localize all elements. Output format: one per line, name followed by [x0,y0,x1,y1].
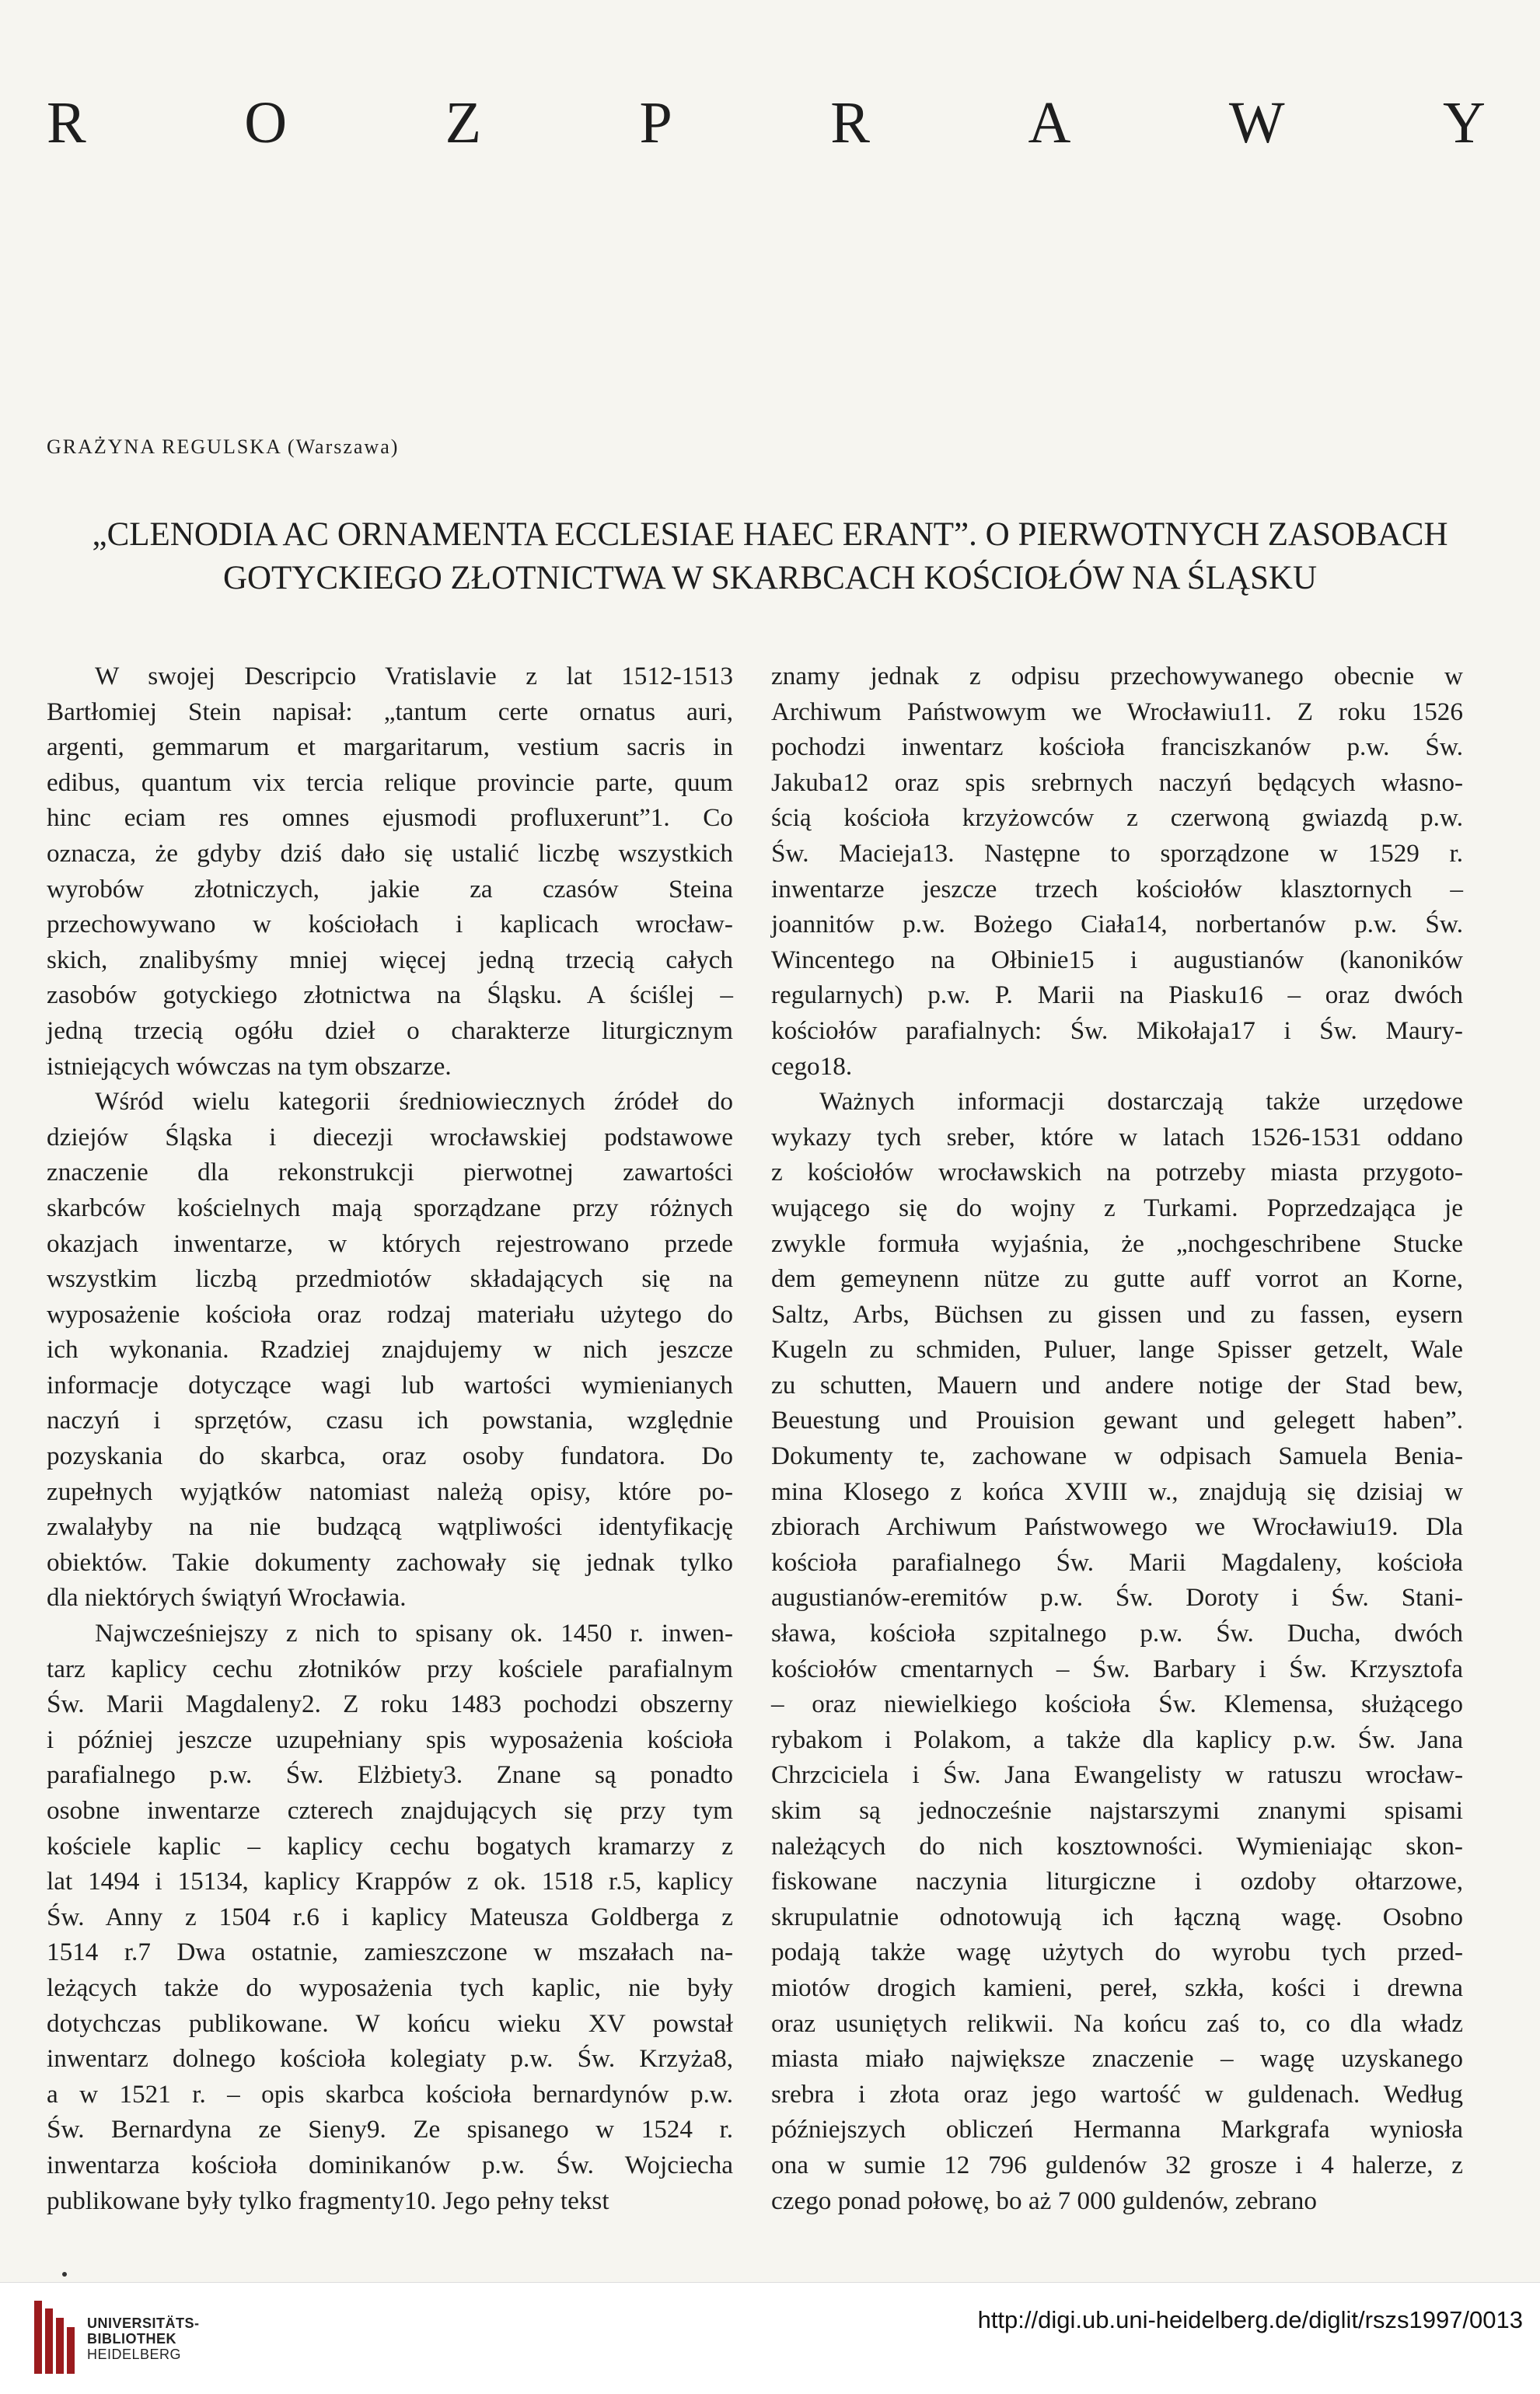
section-title-letter: A [1028,90,1071,156]
text-line: leżących także do wyposażenia tych kaplic, nie były [47,1973,733,2002]
text-line: inwentarza kościoła dominikanów p.w. Św. Wojciecha [47,2150,733,2179]
text-line: edibus, quantum vix tercia relique provincie parte, quum [47,767,733,797]
text-line: parafialnego p.w. Św. Elżbiety3. Znane są ponadto [47,1760,733,1790]
page-mark [62,2272,67,2277]
text-line: hinc eciam res omnes ejusmodi profluxerunt”1. Co [47,803,733,833]
text-line: zasobów gotyckiego złotnictwa na Śląsku. A ściślej – [47,980,733,1010]
text-line: regularnych) p.w. P. Marii na Piasku16 – oraz dwóch [771,980,1463,1010]
library-name [87,2315,200,2362]
text-line: pochodzi inwentarz kościoła franciszkanów p.w. Św. [771,732,1463,762]
text-line: znaczenie dla rekonstrukcji pierwotnej zawartości [47,1158,733,1187]
text-line: naczyń i sprzętów, czasu ich powstania, względnie [47,1406,733,1435]
library-name-line: UNIVERSITÄTS- [87,2315,200,2331]
text-line: sława, kościoła szpitalnego p.w. Św. Ducha, dwóch [771,1619,1463,1648]
text-line: kościołów parafialnych: Św. Mikołaja17 i Św. Maury- [771,1015,1463,1045]
text-line: mina Klosego z końca XVIII w., znajdują się dzisiaj w [771,1477,1463,1506]
text-line: publikowane były tylko fragmenty10. Jego pełny tekst [47,2186,609,2215]
text-line: pozyskania do skarbca, oraz osoby fundatora. Do [47,1442,733,1471]
text-line: zwykle formuła wyjaśnia, że „nochgeschribene Stucke [771,1228,1463,1258]
section-title-letter: R [47,90,86,156]
text-line: obiektów. Takie dokumenty zachowały się jednak tylko [47,1547,733,1577]
text-line: Ważnych informacji dostarczają także urzędowe [819,1087,1463,1117]
text-line: ich wykonania. Rzadziej znajdujemy w nich jeszcze [47,1335,733,1365]
text-line: Św. Anny z 1504 r.6 i kaplicy Mateusza Goldberga z [47,1902,733,1931]
text-line: Chrzciciela i Św. Jana Ewangelisty w ratuszu wrocław- [771,1760,1463,1790]
text-line: zwalałyby na nie budzącą wątpliwości identyfikację [47,1512,733,1542]
article-title-line: GOTYCKIEGO ZŁOTNICTWA W SKARBCACH KOŚCIOŁÓW NA ŚLĄSKU [222,560,1318,596]
text-line: oraz usuniętych relikwii. Na końcu zaś to, co dla władz [771,2008,1463,2038]
text-line: wykazy tych sreber, które w latach 1526-1531 oddano [771,1122,1463,1152]
text-line: Wśród wielu kategorii średniowiecznych źródeł do [95,1087,733,1117]
text-line: podają także wagę użytych do wyrobu tych przed- [771,1938,1463,1967]
text-line: Dokumenty te, zachowane w odpisach Samuela Benia- [771,1442,1463,1471]
text-line: wującego się do wojny z Turkami. Poprzedzająca je [771,1193,1463,1222]
text-line: miasta miało największe znaczenie – wagę uzyskanego [771,2044,1463,2074]
text-line: Bartłomiej Stein napisał: „tantum certe ornatus auri, [47,697,733,726]
text-line: kościołów cmentarnych – Św. Barbary i Św. Krzysztofa [771,1654,1463,1683]
text-line: osobne inwentarze czterech znajdujących się przy tym [47,1796,733,1825]
text-line: Jakuba12 oraz spis srebrnych naczyń będących własno- [771,767,1463,797]
text-line: Archiwum Państwowym we Wrocławiu11. Z roku 1526 [771,697,1463,726]
text-line: późniejszych obliczeń Hermanna Markgrafa wyniosła [771,2115,1463,2144]
text-line: zbiorach Archiwum Państwowego we Wrocławiu19. Dla [771,1512,1463,1542]
section-title-letter: Z [445,90,481,156]
text-line: inwentarz dolnego kościoła kolegiaty p.w. Św. Krzyża8, [47,2044,733,2074]
text-line: dotychczas publikowane. W końcu wieku XV powstał [47,2008,733,2038]
text-line: zupełnych wyjątków natomiast należą opisy, które po- [47,1477,733,1506]
text-line: skrupulatnie odnotowują ich łączną wagę. Osobno [771,1902,1463,1931]
text-line: wyrobów złotniczych, jakie za czasów Steina [47,874,733,903]
text-line: należących do nich kosztowności. Wymieniając skon- [771,1831,1463,1861]
library-name-line: HEIDELBERG [87,2347,182,2362]
left-text-column [47,659,733,2218]
text-line: lat 1494 i 15134, kaplicy Krappów z ok. 1518 r.5, kaplicy [47,1867,733,1896]
text-line: przechowywano w kościołach i kaplicach wrocław- [47,910,733,939]
text-line: istniejących wówczas na tym obszarze. [47,1051,452,1081]
text-line: joannitów p.w. Bożego Ciała14, norbertanów p.w. Św. [771,910,1463,939]
right-text-column [771,659,1463,2218]
library-name-line: BIBLIOTHEK [87,2331,176,2347]
section-title-letter: Y [1443,90,1486,156]
text-line: Kugeln zu schmiden, Puluer, lange Spisser getzelt, Wale [771,1335,1463,1365]
text-line: wyposażenie kościoła oraz rodzaj materiału użytego do [47,1299,733,1329]
text-line: skarbców kościelnych mają sporządzane przy różnych [47,1193,733,1222]
text-line: i później jeszcze uzupełniany spis wyposażenia kościoła [47,1725,733,1754]
text-line: dem gemeynenn nütze zu gutte auff vorrot an Korne, [771,1264,1463,1294]
text-line: 1514 r.7 Dwa ostatnie, zamieszczone w mszałach na- [47,1938,733,1967]
text-line: ścią kościoła krzyżowców z czerwoną gwiazdą p.w. [771,803,1463,833]
text-line: dziejów Śląska i diecezji wrocławskiej podstawowe [47,1122,733,1152]
source-url[interactable]: http://digi.ub.uni-heidelberg.de/diglit/rszs1997/0013 [977,2306,1523,2333]
section-title-letter: O [244,90,288,156]
text-line: tarz kaplicy cechu złotników przy kościele parafialnym [47,1654,733,1683]
text-line: rybakom i Polakom, a także dla kaplicy p.w. Św. Jana [771,1725,1463,1754]
text-line: z kościołów wrocławskich na potrzeby miasta przygoto- [771,1158,1463,1187]
text-line: skich, znalibyśmy mniej więcej jedną trzecią całych [47,945,733,974]
text-line: Św. Macieja13. Następne to sporządzone w 1529 r. [771,838,1463,868]
text-line: – oraz niewielkiego kościoła Św. Klemensa, służącego [771,1690,1463,1719]
text-line: wszystkim liczbą przedmiotów składających się na [47,1264,733,1294]
text-line: Św. Bernardyna ze Sieny9. Ze spisanego w 1524 r. [47,2115,733,2144]
text-line: dla niektórych świątyń Wrocławia. [47,1583,407,1613]
text-line: augustianów-eremitów p.w. Św. Doroty i Św. Stani- [771,1583,1463,1613]
text-line: zu schutten, Mauern und andere notige der Stad bew, [771,1370,1463,1400]
text-line: czego ponad połowę, bo aż 7 000 guldenów, zebrano [771,2186,1317,2215]
text-line: ona w sumie 12 796 guldenów 32 grosze i 4 halerze, z [771,2150,1463,2179]
ub-heidelberg-logo-icon [31,2296,76,2378]
text-line: oznacza, że gdyby dziś dało się ustalić liczbę wszystkich [47,838,733,868]
text-line: skim są jednocześnie najstarszymi znanymi spisami [771,1796,1463,1825]
text-line: Beuestung und Prouision gewant und gelegett haben”. [771,1406,1463,1435]
text-line: kościoła parafialnego Św. Marii Magdaleny, kościoła [771,1547,1463,1577]
text-line: informacje dotyczące wagi lub wartości wymienianych [47,1370,733,1400]
text-line: inwentarze jeszcze trzech kościołów klasztornych – [771,874,1463,903]
text-line: kościele kaplic – kaplicy cechu bogatych kramarzy z [47,1831,733,1861]
text-line: argenti, gemmarum et margaritarum, vestium sacris in [47,732,733,762]
section-title-letter: P [639,90,672,156]
text-line: srebra i złota oraz jego wartość w guldenach. Według [771,2079,1463,2109]
text-line: W swojej Descripcio Vratislavie z lat 1512-1513 [95,662,733,690]
text-line: Wincentego na Ołbinie15 i augustianów (kanoników [771,945,1463,974]
text-line: Św. Marii Magdaleny2. Z roku 1483 pochodzi obszerny [47,1690,733,1719]
text-line: miotów drogich kamieni, pereł, szkła, kości i drewna [771,1973,1463,2002]
article-title-line: „CLENODIA AC ORNAMENTA ECCLESIAE HAEC ERANT”. O PIERWOTNYCH ZASOBACH [92,516,1448,553]
text-line: cego18. [771,1051,853,1081]
text-line: znamy jednak z odpisu przechowywanego obecnie w [771,662,1463,690]
text-line: jedną trzecią ogółu dzieł o charakterze liturgicznym [47,1015,733,1045]
article-title [47,513,1493,600]
text-line: Najwcześniejszy z nich to spisany ok. 1450 r. inwen- [95,1619,733,1648]
article-author: GRAŻYNA REGULSKA (Warszawa) [47,435,400,458]
text-line: okazjach inwentarze, w których rejestrowano przede [47,1228,733,1258]
text-line: Saltz, Arbs, Büchsen zu gissen und zu fassen, eysern [771,1299,1463,1329]
section-title-letter: R [830,90,870,156]
text-line: fiskowane naczynia liturgiczne i ozdoby ołtarzowe, [771,1867,1463,1896]
section-title [47,90,1486,156]
section-title-letter: W [1228,90,1285,156]
footer-bar [0,2282,1540,2394]
text-line: a w 1521 r. – opis skarbca kościoła bernardynów p.w. [47,2079,733,2109]
